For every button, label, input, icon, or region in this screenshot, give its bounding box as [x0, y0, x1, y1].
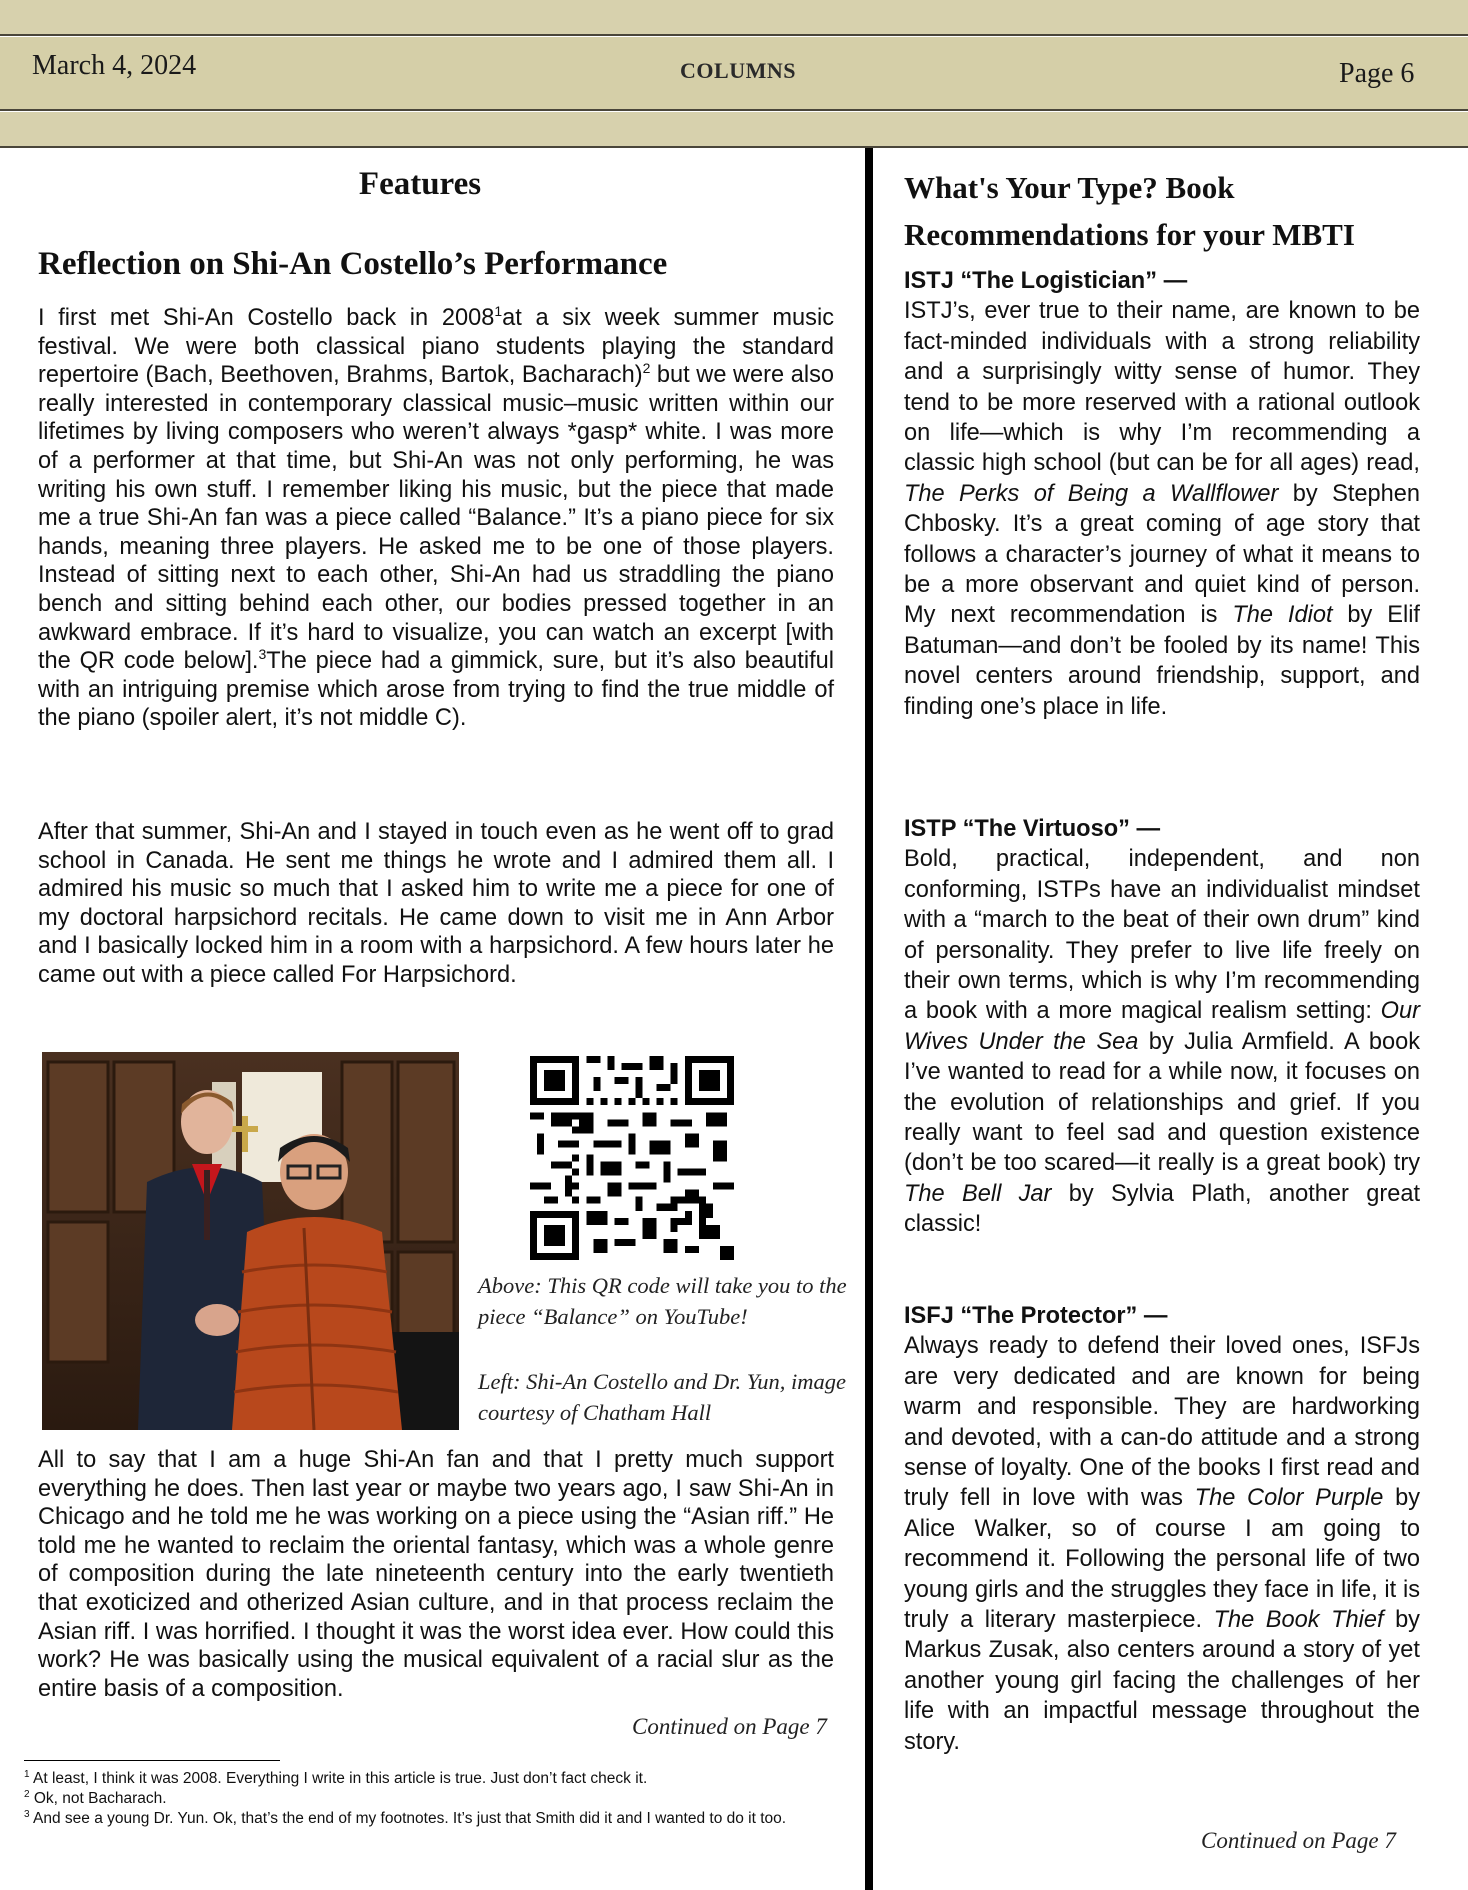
footnote-1: $^1$ At least, I think it was 2008. Everything I write in this article is true. Just don’t fact check it.: [24, 1768, 648, 1787]
qr-caption: Above: This QR code will take you to the piece “Balance” on YouTube!: [478, 1273, 847, 1329]
isfj-heading: ISFJ “The Protector” —: [904, 1303, 1168, 1329]
istp-heading: ISTP “The Virtuoso” —: [904, 816, 1161, 842]
header-band-bottom: [0, 112, 1468, 148]
istj-text: ISTJ’s, ever true to their name, are known to be fact-minded individuals with a strong reliability and a surprisingly witty sense of humor. They tend to be more reserved with a rational outlook on life—which is why I’m recommending a classic high school (but can be for all ages) read, The Perks of Being a Wallflower by Stephen Chbosky. It’s a great coming of age story that follows a character’s journey of what it means to be a more observant and quiet kind of person. My next recommendation is The Idiot by Elif Batuman—and don’t be fooled by its name! This novel centers around friendship, support, and finding one’s place in life.: [904, 298, 1420, 720]
continued-link-left[interactable]: Continued on Page 7: [632, 1714, 827, 1739]
istj-heading: ISTJ “The Logistician” —: [904, 268, 1188, 294]
footnotes: [24, 1769, 854, 1829]
isfj-text: Always ready to defend their loved ones, ISFJs are very dedicated and are known for being warm and responsible. They are hardworking and devoted, with a can-do attitude and a strong sense of loyalty. One of the books I first read and truly fell in love with was The Color Purple by Alice Walker, so of course I am going to recommend it. Following the personal life of two young girls and the struggles they face in life, it is truly a literary masterpiece. The Book Thief by Markus Zusak, also centers around a story of yet another young girl facing the challenges of her life with an impactful message throughout the story.: [904, 1333, 1420, 1755]
qr-code[interactable]: [530, 1056, 734, 1260]
photo-caption: Left: Shi-An Costello and Dr. Yun, image courtesy of Chatham Hall: [478, 1369, 846, 1425]
istp-section: [904, 814, 1420, 1240]
footnote-ref-2[interactable]: 2: [642, 360, 651, 377]
page-number: Page 6: [1339, 58, 1415, 89]
header-band-top: [0, 0, 1468, 36]
footnote-rule: [24, 1760, 280, 1761]
footnote-3: $^3$ And see a young Dr. Yun. Ok, that’s the end of my footnotes. It’s just that Smith did it and I wanted to do it too.: [24, 1808, 787, 1827]
footnote-2: $^2$ Ok, not Bacharach.: [24, 1788, 167, 1807]
istp-text: Bold, practical, independent, and non conforming, ISTPs have an individualist mindset with a “march to the beat of their own drum” kind of personality. They prefer to live life freely on their own terms, which is why I’m recommending a book with a more magical realism setting: Our Wives Under the Sea by Julia Armfield. A book I’ve wanted to read for a while now, it focuses on the evolution of relationships and grief. If you really want to feel sad and question existence (don’t be too scared—it really is a great book) try The Bell Jar by Sylvia Plath, another great classic!: [904, 846, 1420, 1238]
isfj-section: [904, 1301, 1420, 1757]
article-paragraph-2: After that summer, Shi-An and I stayed in touch even as he went off to grad school in Canada. He sent me things he wrote and I admired them all. I admired his music so much that I asked him to write me a piece for one of my doctoral harpsichord recitals. He came down to visit me in Ann Arbor and I basically locked him in a room with a harpsichord. A few hours later he came out with a piece called For Harpsichord.: [38, 819, 834, 988]
section-title: Features: [358, 166, 482, 202]
photo-costello-and-yun: [42, 1052, 459, 1430]
article-paragraph-3: All to say that I am a huge Shi-An fan and that I pretty much support everything he does. Then last year or maybe two years ago, I saw Shi-An in Chicago and he told me he was working on a piece using the “Asian riff.” He told me he wanted to reclaim the oriental fantasy, which was a whole genre of composition during the late nineteenth century into the early twentieth that exoticized and otherized Asian culture, and in that process reclaim the Asian riff. I was horrified. I thought it was the worst idea ever. How could this work? He was basically using the musical equivalent of a racial slur as the entire basis of a composition.: [38, 1447, 834, 1702]
istj-section: [904, 266, 1420, 722]
footnote-ref-3[interactable]: 3: [258, 646, 267, 663]
article-paragraph-1: I first met Shi-An Costello back in 2008$^1$at a six week summer music festival. We were both classical piano students playing the standard repertoire (Bach, Beethoven, Brahms, Bartok, Bacharach)$^2$ but we were also really interested in contemporary classical music–music written within our lifetimes by living composers who weren’t always *gasp* white. I was more of a performer at that time, but Shi-An was not only performing, he was writing his own stuff. I remember liking his music, but the piece that made me a true Shi-An fan was a piece called “Balance.” It’s a piano piece for six hands, meaning three players. He asked me to be one of those players. Instead of sitting next to each other, Shi-An had us straddling the piano bench and sitting behind each other, our bodies pressed together in an awkward embrace. If it’s hard to visualize, you can watch an excerpt [with the QR code below].$^3$The piece had a gimmick, sure, but it’s also beautiful with an intriguing premise which arose from trying to find the true middle of the piano (spoiler alert, it’s not middle C).: [38, 303, 835, 732]
publication-name: COLUMNS: [680, 58, 796, 83]
article-title: Reflection on Shi-An Costello’s Performance: [38, 246, 668, 282]
mbti-article-title: What's Your Type? Book Recommendations for your MBTI: [904, 170, 1355, 252]
column-divider: [865, 148, 873, 1890]
footnote-ref-1[interactable]: 1: [494, 303, 503, 320]
issue-date: March 4, 2024: [32, 50, 197, 81]
continued-link-right[interactable]: Continued on Page 7: [1201, 1828, 1396, 1853]
